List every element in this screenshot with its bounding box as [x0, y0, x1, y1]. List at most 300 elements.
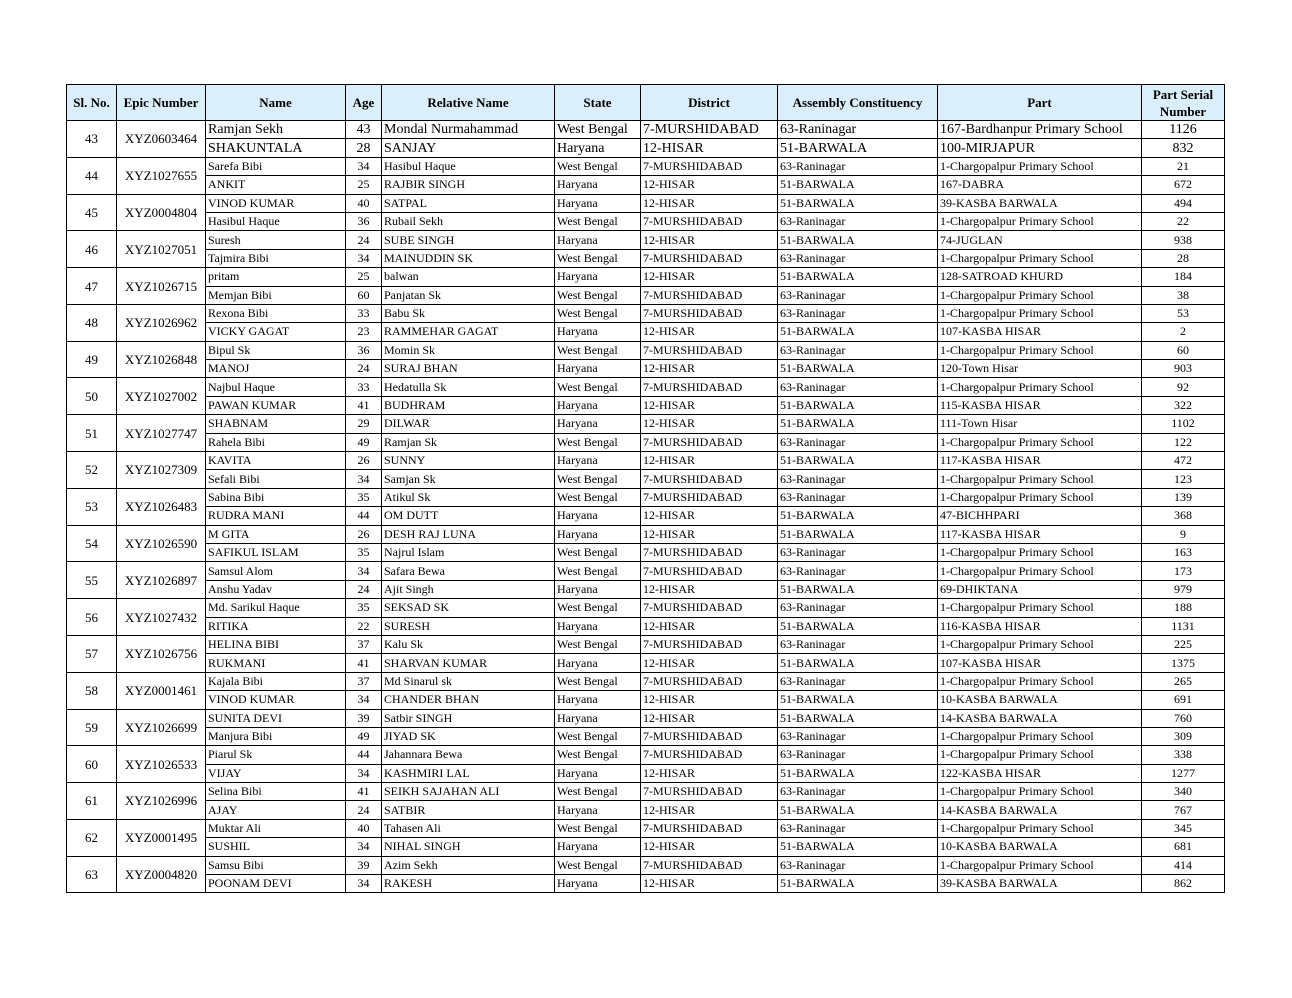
table-row	[67, 672, 1225, 690]
name-cell: ANKIT	[206, 176, 346, 194]
part-cell: 1-Chargopalpur Primary School	[938, 341, 1142, 359]
state-cell: West Bengal	[555, 543, 641, 561]
relative-name-cell: RAKESH	[382, 875, 555, 893]
part-cell: 1-Chargopalpur Primary School	[938, 212, 1142, 230]
assembly-constituency-cell: 51-BARWALA	[778, 801, 938, 819]
epic-number-cell: XYZ0004820	[117, 856, 206, 893]
part-cell: 1-Chargopalpur Primary School	[938, 249, 1142, 267]
relative-name-cell: DILWAR	[382, 415, 555, 433]
part-cell: 1-Chargopalpur Primary School	[938, 746, 1142, 764]
relative-name-cell: Ramjan Sk	[382, 433, 555, 451]
assembly-constituency-cell: 63-Raninagar	[778, 543, 938, 561]
table-row	[67, 121, 1225, 139]
district-cell: 12-HISAR	[641, 654, 778, 672]
district-cell: 12-HISAR	[641, 231, 778, 249]
assembly-constituency-cell: 63-Raninagar	[778, 433, 938, 451]
age-cell: 34	[346, 764, 382, 782]
assembly-constituency-cell: 51-BARWALA	[778, 139, 938, 157]
age-cell: 33	[346, 304, 382, 322]
district-cell: 7-MURSHIDABAD	[641, 543, 778, 561]
table-row	[67, 304, 1225, 322]
relative-name-cell: RAMMEHAR GAGAT	[382, 323, 555, 341]
district-cell: 7-MURSHIDABAD	[641, 635, 778, 653]
assembly-constituency-cell: 51-BARWALA	[778, 691, 938, 709]
table-row	[67, 599, 1225, 617]
epic-number-cell: XYZ1026848	[117, 341, 206, 378]
part-serial-number-cell: 672	[1142, 176, 1225, 194]
part-serial-number-cell: 862	[1142, 875, 1225, 893]
sl-no-cell: 47	[67, 268, 117, 305]
voter-table	[66, 84, 1225, 893]
part-cell: 167-DABRA	[938, 176, 1142, 194]
part-serial-number-cell: 1131	[1142, 617, 1225, 635]
relative-name-cell: JIYAD SK	[382, 727, 555, 745]
part-cell: 39-KASBA BARWALA	[938, 194, 1142, 212]
part-cell: 128-SATROAD KHURD	[938, 268, 1142, 286]
name-cell: VINOD KUMAR	[206, 691, 346, 709]
age-cell: 24	[346, 580, 382, 598]
part-serial-number-cell: 265	[1142, 672, 1225, 690]
district-cell: 12-HISAR	[641, 580, 778, 598]
relative-name-cell: RAJBIR SINGH	[382, 176, 555, 194]
district-cell: 12-HISAR	[641, 709, 778, 727]
header-epic-number: Epic Number	[117, 85, 206, 121]
state-cell: West Bengal	[555, 470, 641, 488]
age-cell: 41	[346, 396, 382, 414]
name-cell: HELINA BIBI	[206, 635, 346, 653]
sl-no-cell: 43	[67, 121, 117, 158]
age-cell: 36	[346, 341, 382, 359]
state-cell: Haryana	[555, 654, 641, 672]
relative-name-cell: balwan	[382, 268, 555, 286]
state-cell: Haryana	[555, 838, 641, 856]
part-serial-number-cell: 691	[1142, 691, 1225, 709]
name-cell: RITIKA	[206, 617, 346, 635]
table-row	[67, 212, 1225, 230]
table-row	[67, 323, 1225, 341]
relative-name-cell: SEKSAD SK	[382, 599, 555, 617]
district-cell: 7-MURSHIDABAD	[641, 470, 778, 488]
name-cell: VIJAY	[206, 764, 346, 782]
state-cell: Haryana	[555, 268, 641, 286]
table-row	[67, 268, 1225, 286]
state-cell: Haryana	[555, 525, 641, 543]
table-row	[67, 415, 1225, 433]
assembly-constituency-cell: 51-BARWALA	[778, 617, 938, 635]
assembly-constituency-cell: 51-BARWALA	[778, 580, 938, 598]
relative-name-cell: Safara Bewa	[382, 562, 555, 580]
age-cell: 25	[346, 268, 382, 286]
assembly-constituency-cell: 51-BARWALA	[778, 452, 938, 470]
table-row	[67, 231, 1225, 249]
name-cell: POONAM DEVI	[206, 875, 346, 893]
state-cell: West Bengal	[555, 304, 641, 322]
name-cell: Suresh	[206, 231, 346, 249]
age-cell: 25	[346, 176, 382, 194]
district-cell: 12-HISAR	[641, 396, 778, 414]
part-cell: 116-KASBA HISAR	[938, 617, 1142, 635]
district-cell: 12-HISAR	[641, 268, 778, 286]
sl-no-cell: 55	[67, 562, 117, 599]
table-row	[67, 176, 1225, 194]
header-name: Name	[206, 85, 346, 121]
state-cell: Haryana	[555, 764, 641, 782]
age-cell: 37	[346, 635, 382, 653]
sl-no-cell: 44	[67, 157, 117, 194]
name-cell: Bipul Sk	[206, 341, 346, 359]
state-cell: Haryana	[555, 709, 641, 727]
state-cell: West Bengal	[555, 672, 641, 690]
state-cell: West Bengal	[555, 286, 641, 304]
table-row	[67, 525, 1225, 543]
name-cell: VICKY GAGAT	[206, 323, 346, 341]
table-row	[67, 635, 1225, 653]
sl-no-cell: 54	[67, 525, 117, 562]
table-row	[67, 249, 1225, 267]
relative-name-cell: MAINUDDIN SK	[382, 249, 555, 267]
assembly-constituency-cell: 63-Raninagar	[778, 341, 938, 359]
assembly-constituency-cell: 51-BARWALA	[778, 323, 938, 341]
state-cell: Haryana	[555, 875, 641, 893]
part-cell: 111-Town Hisar	[938, 415, 1142, 433]
part-cell: 1-Chargopalpur Primary School	[938, 727, 1142, 745]
relative-name-cell: NIHAL SINGH	[382, 838, 555, 856]
part-cell: 107-KASBA HISAR	[938, 323, 1142, 341]
district-cell: 7-MURSHIDABAD	[641, 488, 778, 506]
age-cell: 22	[346, 617, 382, 635]
part-cell: 1-Chargopalpur Primary School	[938, 304, 1142, 322]
assembly-constituency-cell: 63-Raninagar	[778, 488, 938, 506]
part-serial-number-cell: 60	[1142, 341, 1225, 359]
assembly-constituency-cell: 51-BARWALA	[778, 360, 938, 378]
state-cell: West Bengal	[555, 121, 641, 139]
part-cell: 120-Town Hisar	[938, 360, 1142, 378]
age-cell: 49	[346, 727, 382, 745]
epic-number-cell: XYZ0001461	[117, 672, 206, 709]
name-cell: Md. Sarikul Haque	[206, 599, 346, 617]
table-row	[67, 378, 1225, 396]
name-cell: Selina Bibi	[206, 783, 346, 801]
relative-name-cell: SEIKH SAJAHAN ALI	[382, 783, 555, 801]
header-district: District	[641, 85, 778, 121]
part-serial-number-cell: 139	[1142, 488, 1225, 506]
district-cell: 12-HISAR	[641, 507, 778, 525]
part-cell: 10-KASBA BARWALA	[938, 838, 1142, 856]
name-cell: Tajmira Bibi	[206, 249, 346, 267]
district-cell: 12-HISAR	[641, 838, 778, 856]
name-cell: Najbul Haque	[206, 378, 346, 396]
part-cell: 107-KASBA HISAR	[938, 654, 1142, 672]
table-row	[67, 488, 1225, 506]
age-cell: 43	[346, 121, 382, 139]
part-cell: 1-Chargopalpur Primary School	[938, 635, 1142, 653]
state-cell: West Bengal	[555, 562, 641, 580]
part-serial-number-cell: 38	[1142, 286, 1225, 304]
assembly-constituency-cell: 63-Raninagar	[778, 470, 938, 488]
age-cell: 60	[346, 286, 382, 304]
name-cell: MANOJ	[206, 360, 346, 378]
assembly-constituency-cell: 63-Raninagar	[778, 562, 938, 580]
relative-name-cell: SATPAL	[382, 194, 555, 212]
district-cell: 12-HISAR	[641, 525, 778, 543]
age-cell: 33	[346, 378, 382, 396]
part-serial-number-cell: 1277	[1142, 764, 1225, 782]
table-row	[67, 691, 1225, 709]
age-cell: 35	[346, 488, 382, 506]
sl-no-cell: 61	[67, 783, 117, 820]
part-cell: 1-Chargopalpur Primary School	[938, 157, 1142, 175]
part-serial-number-cell: 122	[1142, 433, 1225, 451]
table-row	[67, 470, 1225, 488]
part-cell: 122-KASBA HISAR	[938, 764, 1142, 782]
assembly-constituency-cell: 51-BARWALA	[778, 654, 938, 672]
part-serial-number-cell: 979	[1142, 580, 1225, 598]
sl-no-cell: 57	[67, 635, 117, 672]
part-cell: 10-KASBA BARWALA	[938, 691, 1142, 709]
district-cell: 7-MURSHIDABAD	[641, 599, 778, 617]
table-row	[67, 654, 1225, 672]
age-cell: 26	[346, 525, 382, 543]
part-cell: 1-Chargopalpur Primary School	[938, 286, 1142, 304]
assembly-constituency-cell: 63-Raninagar	[778, 727, 938, 745]
relative-name-cell: BUDHRAM	[382, 396, 555, 414]
state-cell: Haryana	[555, 691, 641, 709]
age-cell: 40	[346, 194, 382, 212]
district-cell: 7-MURSHIDABAD	[641, 783, 778, 801]
name-cell: SHAKUNTALA	[206, 139, 346, 157]
sl-no-cell: 46	[67, 231, 117, 268]
assembly-constituency-cell: 63-Raninagar	[778, 856, 938, 874]
district-cell: 7-MURSHIDABAD	[641, 157, 778, 175]
name-cell: Sarefa Bibi	[206, 157, 346, 175]
table-row	[67, 783, 1225, 801]
relative-name-cell: Md Sinarul sk	[382, 672, 555, 690]
assembly-constituency-cell: 63-Raninagar	[778, 783, 938, 801]
name-cell: Sefali Bibi	[206, 470, 346, 488]
part-cell: 100-MIRJAPUR	[938, 139, 1142, 157]
part-serial-number-cell: 681	[1142, 838, 1225, 856]
part-cell: 39-KASBA BARWALA	[938, 875, 1142, 893]
part-serial-number-cell: 494	[1142, 194, 1225, 212]
part-cell: 1-Chargopalpur Primary School	[938, 856, 1142, 874]
age-cell: 44	[346, 507, 382, 525]
header-assembly-constituency: Assembly Constituency	[778, 85, 938, 121]
assembly-constituency-cell: 51-BARWALA	[778, 507, 938, 525]
relative-name-cell: Hedatulla Sk	[382, 378, 555, 396]
relative-name-cell: Tahasen Ali	[382, 819, 555, 837]
part-serial-number-cell: 309	[1142, 727, 1225, 745]
name-cell: Hasibul Haque	[206, 212, 346, 230]
age-cell: 39	[346, 856, 382, 874]
table-row	[67, 507, 1225, 525]
relative-name-cell: KASHMIRI LAL	[382, 764, 555, 782]
table-row	[67, 396, 1225, 414]
district-cell: 7-MURSHIDABAD	[641, 249, 778, 267]
age-cell: 34	[346, 691, 382, 709]
age-cell: 28	[346, 139, 382, 157]
assembly-constituency-cell: 63-Raninagar	[778, 599, 938, 617]
age-cell: 40	[346, 819, 382, 837]
sl-no-cell: 56	[67, 599, 117, 636]
state-cell: Haryana	[555, 231, 641, 249]
sl-no-cell: 53	[67, 488, 117, 525]
epic-number-cell: XYZ1027051	[117, 231, 206, 268]
table-row	[67, 709, 1225, 727]
relative-name-cell: Panjatan Sk	[382, 286, 555, 304]
part-cell: 14-KASBA BARWALA	[938, 709, 1142, 727]
part-cell: 1-Chargopalpur Primary School	[938, 672, 1142, 690]
relative-name-cell: Azim Sekh	[382, 856, 555, 874]
district-cell: 12-HISAR	[641, 139, 778, 157]
district-cell: 7-MURSHIDABAD	[641, 121, 778, 139]
part-cell: 1-Chargopalpur Primary School	[938, 488, 1142, 506]
name-cell: Ramjan Sekh	[206, 121, 346, 139]
epic-number-cell: XYZ0004804	[117, 194, 206, 231]
assembly-constituency-cell: 63-Raninagar	[778, 672, 938, 690]
part-serial-number-cell: 832	[1142, 139, 1225, 157]
table-row	[67, 856, 1225, 874]
relative-name-cell: Jahannara Bewa	[382, 746, 555, 764]
state-cell: Haryana	[555, 617, 641, 635]
table-row	[67, 801, 1225, 819]
part-serial-number-cell: 21	[1142, 157, 1225, 175]
part-serial-number-cell: 92	[1142, 378, 1225, 396]
part-cell: 74-JUGLAN	[938, 231, 1142, 249]
part-serial-number-cell: 1375	[1142, 654, 1225, 672]
relative-name-cell: Ajit Singh	[382, 580, 555, 598]
sl-no-cell: 60	[67, 746, 117, 783]
district-cell: 7-MURSHIDABAD	[641, 304, 778, 322]
relative-name-cell: Momin Sk	[382, 341, 555, 359]
name-cell: M GITA	[206, 525, 346, 543]
assembly-constituency-cell: 51-BARWALA	[778, 396, 938, 414]
relative-name-cell: SURESH	[382, 617, 555, 635]
epic-number-cell: XYZ1026715	[117, 268, 206, 305]
age-cell: 24	[346, 360, 382, 378]
part-serial-number-cell: 123	[1142, 470, 1225, 488]
name-cell: KAVITA	[206, 452, 346, 470]
sl-no-cell: 51	[67, 415, 117, 452]
table-row	[67, 157, 1225, 175]
table-row	[67, 746, 1225, 764]
district-cell: 12-HISAR	[641, 875, 778, 893]
name-cell: SUNITA DEVI	[206, 709, 346, 727]
age-cell: 34	[346, 838, 382, 856]
age-cell: 41	[346, 783, 382, 801]
assembly-constituency-cell: 51-BARWALA	[778, 194, 938, 212]
age-cell: 34	[346, 470, 382, 488]
assembly-constituency-cell: 63-Raninagar	[778, 304, 938, 322]
table-row	[67, 875, 1225, 893]
part-serial-number-cell: 225	[1142, 635, 1225, 653]
name-cell: VINOD KUMAR	[206, 194, 346, 212]
part-serial-number-cell: 340	[1142, 783, 1225, 801]
header-sl-no: Sl. No.	[67, 85, 117, 121]
header-part: Part	[938, 85, 1142, 121]
epic-number-cell: XYZ1026962	[117, 304, 206, 341]
table-row	[67, 360, 1225, 378]
state-cell: West Bengal	[555, 212, 641, 230]
name-cell: Muktar Ali	[206, 819, 346, 837]
name-cell: PAWAN KUMAR	[206, 396, 346, 414]
relative-name-cell: DESH RAJ LUNA	[382, 525, 555, 543]
state-cell: West Bengal	[555, 433, 641, 451]
name-cell: Sabina Bibi	[206, 488, 346, 506]
table-row	[67, 617, 1225, 635]
assembly-constituency-cell: 63-Raninagar	[778, 819, 938, 837]
assembly-constituency-cell: 51-BARWALA	[778, 176, 938, 194]
name-cell: Samsu Bibi	[206, 856, 346, 874]
relative-name-cell: Najrul Islam	[382, 543, 555, 561]
district-cell: 7-MURSHIDABAD	[641, 286, 778, 304]
part-serial-number-cell: 368	[1142, 507, 1225, 525]
district-cell: 7-MURSHIDABAD	[641, 727, 778, 745]
assembly-constituency-cell: 51-BARWALA	[778, 764, 938, 782]
district-cell: 7-MURSHIDABAD	[641, 341, 778, 359]
sl-no-cell: 62	[67, 819, 117, 856]
part-cell: 115-KASBA HISAR	[938, 396, 1142, 414]
part-cell: 1-Chargopalpur Primary School	[938, 543, 1142, 561]
assembly-constituency-cell: 51-BARWALA	[778, 709, 938, 727]
table-row	[67, 562, 1225, 580]
relative-name-cell: Hasibul Haque	[382, 157, 555, 175]
name-cell: Anshu Yadav	[206, 580, 346, 598]
district-cell: 7-MURSHIDABAD	[641, 746, 778, 764]
part-cell: 1-Chargopalpur Primary School	[938, 470, 1142, 488]
state-cell: West Bengal	[555, 249, 641, 267]
part-serial-number-cell: 163	[1142, 543, 1225, 561]
sl-no-cell: 45	[67, 194, 117, 231]
sl-no-cell: 50	[67, 378, 117, 415]
assembly-constituency-cell: 63-Raninagar	[778, 212, 938, 230]
assembly-constituency-cell: 63-Raninagar	[778, 635, 938, 653]
sl-no-cell: 48	[67, 304, 117, 341]
district-cell: 7-MURSHIDABAD	[641, 856, 778, 874]
relative-name-cell: OM DUTT	[382, 507, 555, 525]
state-cell: Haryana	[555, 323, 641, 341]
district-cell: 12-HISAR	[641, 452, 778, 470]
assembly-constituency-cell: 51-BARWALA	[778, 268, 938, 286]
assembly-constituency-cell: 63-Raninagar	[778, 378, 938, 396]
relative-name-cell: Samjan Sk	[382, 470, 555, 488]
epic-number-cell: XYZ1026699	[117, 709, 206, 746]
epic-number-cell: XYZ0603464	[117, 121, 206, 158]
district-cell: 12-HISAR	[641, 323, 778, 341]
part-serial-number-cell: 472	[1142, 452, 1225, 470]
district-cell: 12-HISAR	[641, 691, 778, 709]
name-cell: SHABNAM	[206, 415, 346, 433]
part-serial-number-cell: 322	[1142, 396, 1225, 414]
assembly-constituency-cell: 63-Raninagar	[778, 286, 938, 304]
table-row	[67, 727, 1225, 745]
epic-number-cell: XYZ1027002	[117, 378, 206, 415]
table-body	[67, 121, 1225, 893]
part-cell: 69-DHIKTANA	[938, 580, 1142, 598]
epic-number-cell: XYZ1026533	[117, 746, 206, 783]
state-cell: Haryana	[555, 580, 641, 598]
epic-number-cell: XYZ1026897	[117, 562, 206, 599]
part-serial-number-cell: 1126	[1142, 121, 1225, 139]
district-cell: 12-HISAR	[641, 764, 778, 782]
header-part-serial-number: Part Serial Number	[1142, 85, 1225, 121]
part-cell: 1-Chargopalpur Primary School	[938, 599, 1142, 617]
part-cell: 1-Chargopalpur Primary School	[938, 562, 1142, 580]
part-serial-number-cell: 767	[1142, 801, 1225, 819]
part-serial-number-cell: 2	[1142, 323, 1225, 341]
sl-no-cell: 52	[67, 452, 117, 489]
header-relative-name: Relative Name	[382, 85, 555, 121]
state-cell: Haryana	[555, 415, 641, 433]
